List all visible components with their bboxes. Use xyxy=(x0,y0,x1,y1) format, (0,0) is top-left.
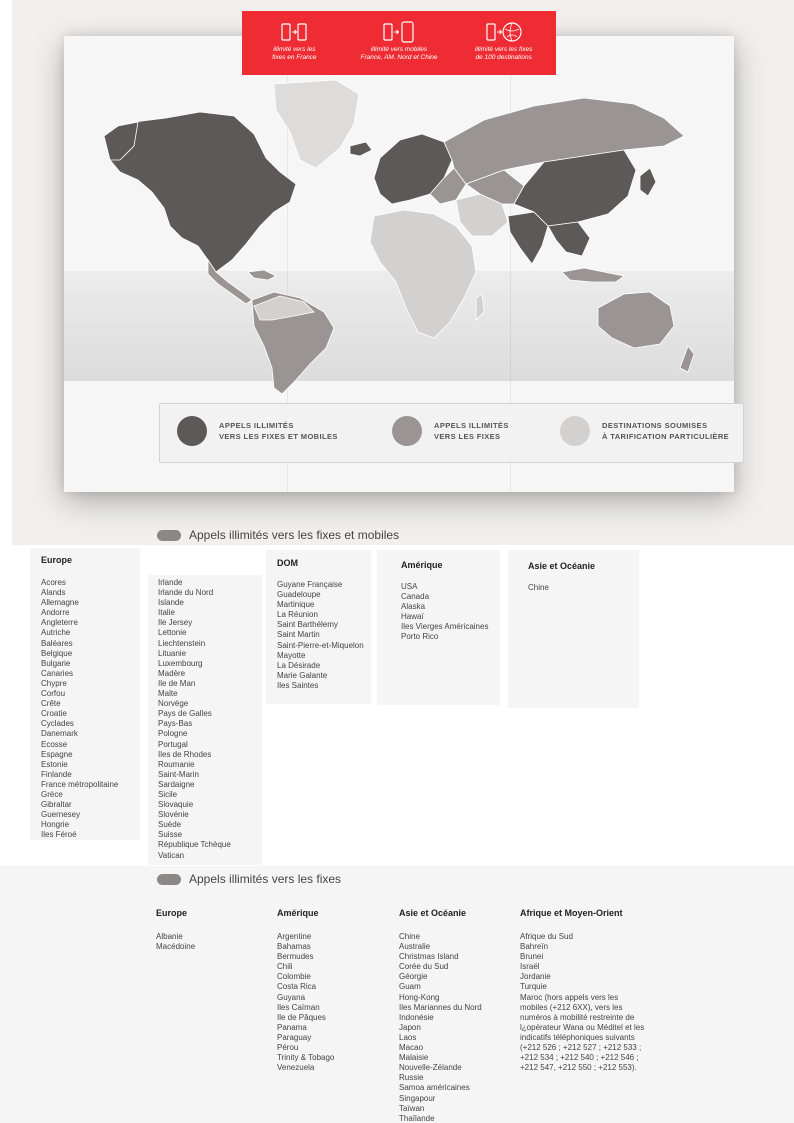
country-item: Hawaï xyxy=(401,612,424,622)
country-item: Suède xyxy=(158,820,182,830)
country-item: Turquie xyxy=(520,982,547,992)
landline-arrow-mobile-icon xyxy=(383,20,415,44)
country-item: Jordanie xyxy=(520,972,551,982)
country-item: Guyane Française xyxy=(277,580,343,589)
country-item: Samoa américaines xyxy=(399,1083,470,1093)
map-new-zealand xyxy=(680,346,694,372)
section-title-text: Appels illimités vers les fixes xyxy=(189,872,342,886)
country-item: Canada xyxy=(401,592,430,602)
country-item: Islande xyxy=(158,598,184,608)
country-item: Ile de Man xyxy=(158,678,196,688)
country-item: Thaïlande xyxy=(399,1113,435,1123)
country-item: Guyana xyxy=(277,992,306,1002)
country-item: La Réunion xyxy=(277,610,318,620)
country-item: Saint-Pierre-et-Miquelon xyxy=(277,640,364,650)
legend-dot-medium xyxy=(392,416,422,446)
country-item: Pays de Galles xyxy=(158,709,212,719)
country-item: Pérou xyxy=(277,1043,299,1053)
country-item: Suisse xyxy=(158,830,183,840)
section-title-text: Appels illimités vers les fixes et mobiles xyxy=(189,528,400,542)
country-item: Taïwan xyxy=(399,1103,425,1113)
country-item: Costa Rica xyxy=(277,982,317,992)
region-heading: Europe xyxy=(156,908,188,918)
map-greenland xyxy=(274,80,359,168)
country-item: Géorgie xyxy=(399,972,428,982)
map-iceland xyxy=(350,142,372,156)
map-legend xyxy=(159,403,744,463)
legend-item-fixes-mobiles xyxy=(177,416,338,446)
country-list xyxy=(399,932,482,1123)
country-item: Paraguay xyxy=(277,1032,312,1042)
banner-text: illimité vers les fixes de 100 destinations xyxy=(474,46,533,61)
region-heading: Asie et Océanie xyxy=(528,561,596,571)
country-list xyxy=(156,932,195,952)
country-item: Espagne xyxy=(41,749,73,759)
region-europe-column-2 xyxy=(148,575,262,865)
country-item: Corfou xyxy=(41,689,66,699)
country-item: Norvège xyxy=(158,699,189,709)
country-item: Saint-Marin xyxy=(158,769,199,779)
region-dom xyxy=(266,550,371,704)
country-item: Madère xyxy=(158,668,186,678)
country-item: Iles Vierges Américaines xyxy=(401,622,489,632)
country-item: Iles de Rhodes xyxy=(158,749,212,759)
landline-arrow-landline-icon xyxy=(281,20,307,44)
country-item: Autriche xyxy=(41,628,71,638)
country-item: Chine xyxy=(528,583,549,592)
country-item: Christmas Island xyxy=(399,952,459,962)
country-item: Mayotte xyxy=(277,650,306,660)
map-southeast-asia xyxy=(548,222,590,256)
country-item: Alaska xyxy=(401,602,426,612)
region-heading: Amérique xyxy=(277,908,319,918)
country-item: Acores xyxy=(41,578,66,587)
legend-dot-dark xyxy=(177,416,207,446)
country-item: Finlande xyxy=(41,769,72,779)
offer-banner xyxy=(242,11,556,75)
country-item: Marie Galante xyxy=(277,670,328,680)
map-africa xyxy=(370,210,476,338)
country-item: Vatican xyxy=(158,850,185,860)
country-item: Argentine xyxy=(277,932,312,941)
country-item: Andorre xyxy=(41,608,70,618)
maroc-note: Maroc (hors appels vers les mobiles (+212 6XX), vers les numéros à mobilité restreinte de l¿opérateur Wana ou Méditel et les indicatifs téléphoniques suivants (+212 526 ; +212 527 ; +212 533 ; +212 534 ; +212 540 ; +212 546 ; +212 547, +212 550 ; +212 553). xyxy=(520,992,645,1073)
region-heading: Afrique et Moyen-Orient xyxy=(520,908,623,918)
map-card xyxy=(64,36,734,492)
country-item: Canaries xyxy=(41,668,74,678)
fixes-region-amerique xyxy=(277,908,334,1073)
country-item: Israël xyxy=(520,962,540,972)
fixes-region-asie-oceanie xyxy=(399,908,482,1123)
country-item: Crête xyxy=(41,699,61,709)
country-item: Albanie xyxy=(156,932,183,941)
landline-arrow-globe-icon xyxy=(486,20,522,44)
country-item: Japon xyxy=(399,1022,421,1032)
legend-item-special-rates xyxy=(560,416,729,446)
world-map xyxy=(104,76,694,396)
country-item: France métropolitaine xyxy=(41,779,119,789)
country-item: Australie xyxy=(399,942,431,952)
banner-item-fixes-france xyxy=(242,11,347,75)
country-item: Belgique xyxy=(41,648,73,658)
country-item: Macédoine xyxy=(156,942,196,952)
country-item: Iles Caïman xyxy=(277,1002,320,1012)
country-item: Chine xyxy=(399,932,420,941)
section-title-fixes-mobiles xyxy=(157,528,399,542)
region-heading: Asie et Océanie xyxy=(399,908,467,918)
country-item: Bahamas xyxy=(277,942,311,952)
country-item: Roumanie xyxy=(158,759,195,769)
country-item: Pays-Bas xyxy=(158,719,193,729)
country-item: Porto Rico xyxy=(401,632,439,642)
country-list xyxy=(520,932,645,993)
country-item: Bulgarie xyxy=(41,658,71,668)
country-item: Danemark xyxy=(41,729,78,739)
country-item: Gibraltar xyxy=(41,800,72,810)
legend-item-fixes xyxy=(392,416,509,446)
country-item: Ecosse xyxy=(41,739,68,749)
country-item: Bahreïn xyxy=(520,942,549,952)
country-list xyxy=(401,582,500,643)
country-item: Grèce xyxy=(41,789,63,799)
banner-text: illimité vers les fixes en France xyxy=(272,46,317,61)
country-item: Chypre xyxy=(41,678,67,688)
country-list xyxy=(277,932,334,1073)
country-item: Pologne xyxy=(158,729,188,739)
region-heading: DOM xyxy=(277,558,298,568)
map-japan xyxy=(640,168,656,196)
country-item: Irlande xyxy=(158,578,183,587)
country-item: Hongrie xyxy=(41,820,70,830)
banner-text: illimité vers mobiles France, AM. Nord et Chine xyxy=(360,46,438,61)
country-item: Croatie xyxy=(41,709,67,719)
region-amerique xyxy=(377,550,500,705)
country-item: Afrique du Sud xyxy=(520,932,573,941)
country-item: Saint Barthélemy xyxy=(277,620,338,630)
country-item: Luxembourg xyxy=(158,658,203,668)
legend-label: APPELS ILLIMITÉS VERS LES FIXES xyxy=(434,421,509,441)
map-australia xyxy=(598,292,674,348)
country-item: Guam xyxy=(399,982,421,992)
country-item: Russie xyxy=(399,1073,424,1083)
country-item: Liechtenstein xyxy=(158,638,206,648)
country-item: Bermudes xyxy=(277,952,314,962)
country-list xyxy=(158,578,262,861)
country-item: Malte xyxy=(158,689,178,699)
country-item: Slovaquie xyxy=(158,800,194,810)
country-item: Panama xyxy=(277,1022,307,1032)
country-item: Chili xyxy=(277,962,293,972)
country-item: Iles Mariannes du Nord xyxy=(399,1002,482,1012)
section-title-fixes xyxy=(157,872,341,886)
country-item: Iles Saintes xyxy=(277,680,319,690)
country-item: Ile Jersey xyxy=(158,618,193,628)
country-item: Sicile xyxy=(158,789,178,799)
country-list xyxy=(528,583,639,593)
section-fixes xyxy=(0,866,794,1123)
map-indonesia xyxy=(562,268,624,282)
country-item: République Tchèque xyxy=(158,840,231,850)
country-item: Baléares xyxy=(41,638,73,648)
country-item: Portugal xyxy=(158,739,188,749)
region-asie-oceanie xyxy=(508,550,639,708)
country-item: Cyclades xyxy=(41,719,74,729)
fixes-region-europe xyxy=(156,908,195,952)
fixes-region-afrique-moyen-orient xyxy=(520,908,645,1073)
country-item: Indonésie xyxy=(399,1012,434,1022)
region-heading: Europe xyxy=(41,555,73,565)
country-item: Singapour xyxy=(399,1093,436,1103)
country-item: Estonie xyxy=(41,759,68,769)
country-item: Nouvelle-Zélande xyxy=(399,1063,462,1073)
pill-icon xyxy=(157,874,181,885)
country-item: Angleterre xyxy=(41,618,78,628)
legend-label: APPELS ILLIMITÉS VERS LES FIXES ET MOBILES xyxy=(219,421,338,441)
world-map-section xyxy=(12,0,794,545)
country-item: Malaisie xyxy=(399,1053,429,1063)
country-item: USA xyxy=(401,582,418,591)
country-item: Macao xyxy=(399,1043,424,1053)
map-caribbean xyxy=(248,270,276,280)
country-item: Sardaigne xyxy=(158,779,195,789)
legend-label: DESTINATIONS SOUMISES À TARIFICATION PARTICULIÈRE xyxy=(602,421,730,441)
region-heading: Amérique xyxy=(401,560,443,570)
pill-icon xyxy=(157,530,181,541)
country-item: Colombie xyxy=(277,972,311,982)
country-item: Alands xyxy=(41,588,66,598)
country-item: Lituanie xyxy=(158,648,187,658)
country-list xyxy=(277,580,371,691)
country-item: Lettonie xyxy=(158,628,187,638)
region-europe-column-1 xyxy=(30,548,140,840)
country-item: La Désirade xyxy=(277,660,321,670)
country-item: Irlande du Nord xyxy=(158,588,214,598)
country-list xyxy=(41,578,140,840)
country-item: Martinique xyxy=(277,600,315,610)
country-item: Guernesey xyxy=(41,810,81,820)
country-item: Hong-Kong xyxy=(399,992,440,1002)
country-item: Saint Martin xyxy=(277,630,320,640)
legend-dot-light xyxy=(560,416,590,446)
banner-item-mobiles xyxy=(347,11,452,75)
country-item: Laos xyxy=(399,1032,417,1042)
country-item: Iles Féroé xyxy=(41,830,77,840)
country-item: Guadeloupe xyxy=(277,590,321,600)
map-madagascar xyxy=(476,294,484,320)
country-item: Venezuela xyxy=(277,1063,315,1073)
country-item: Trinity & Tobago xyxy=(277,1053,335,1063)
country-item: Corée du Sud xyxy=(399,962,449,972)
country-item: Italie xyxy=(158,608,175,618)
country-item: Allemagne xyxy=(41,598,79,608)
banner-item-100-destinations xyxy=(451,11,556,75)
country-item: Brunei xyxy=(520,952,544,962)
country-item: Ile de Pâques xyxy=(277,1012,326,1022)
country-item: Slovénie xyxy=(158,810,189,820)
